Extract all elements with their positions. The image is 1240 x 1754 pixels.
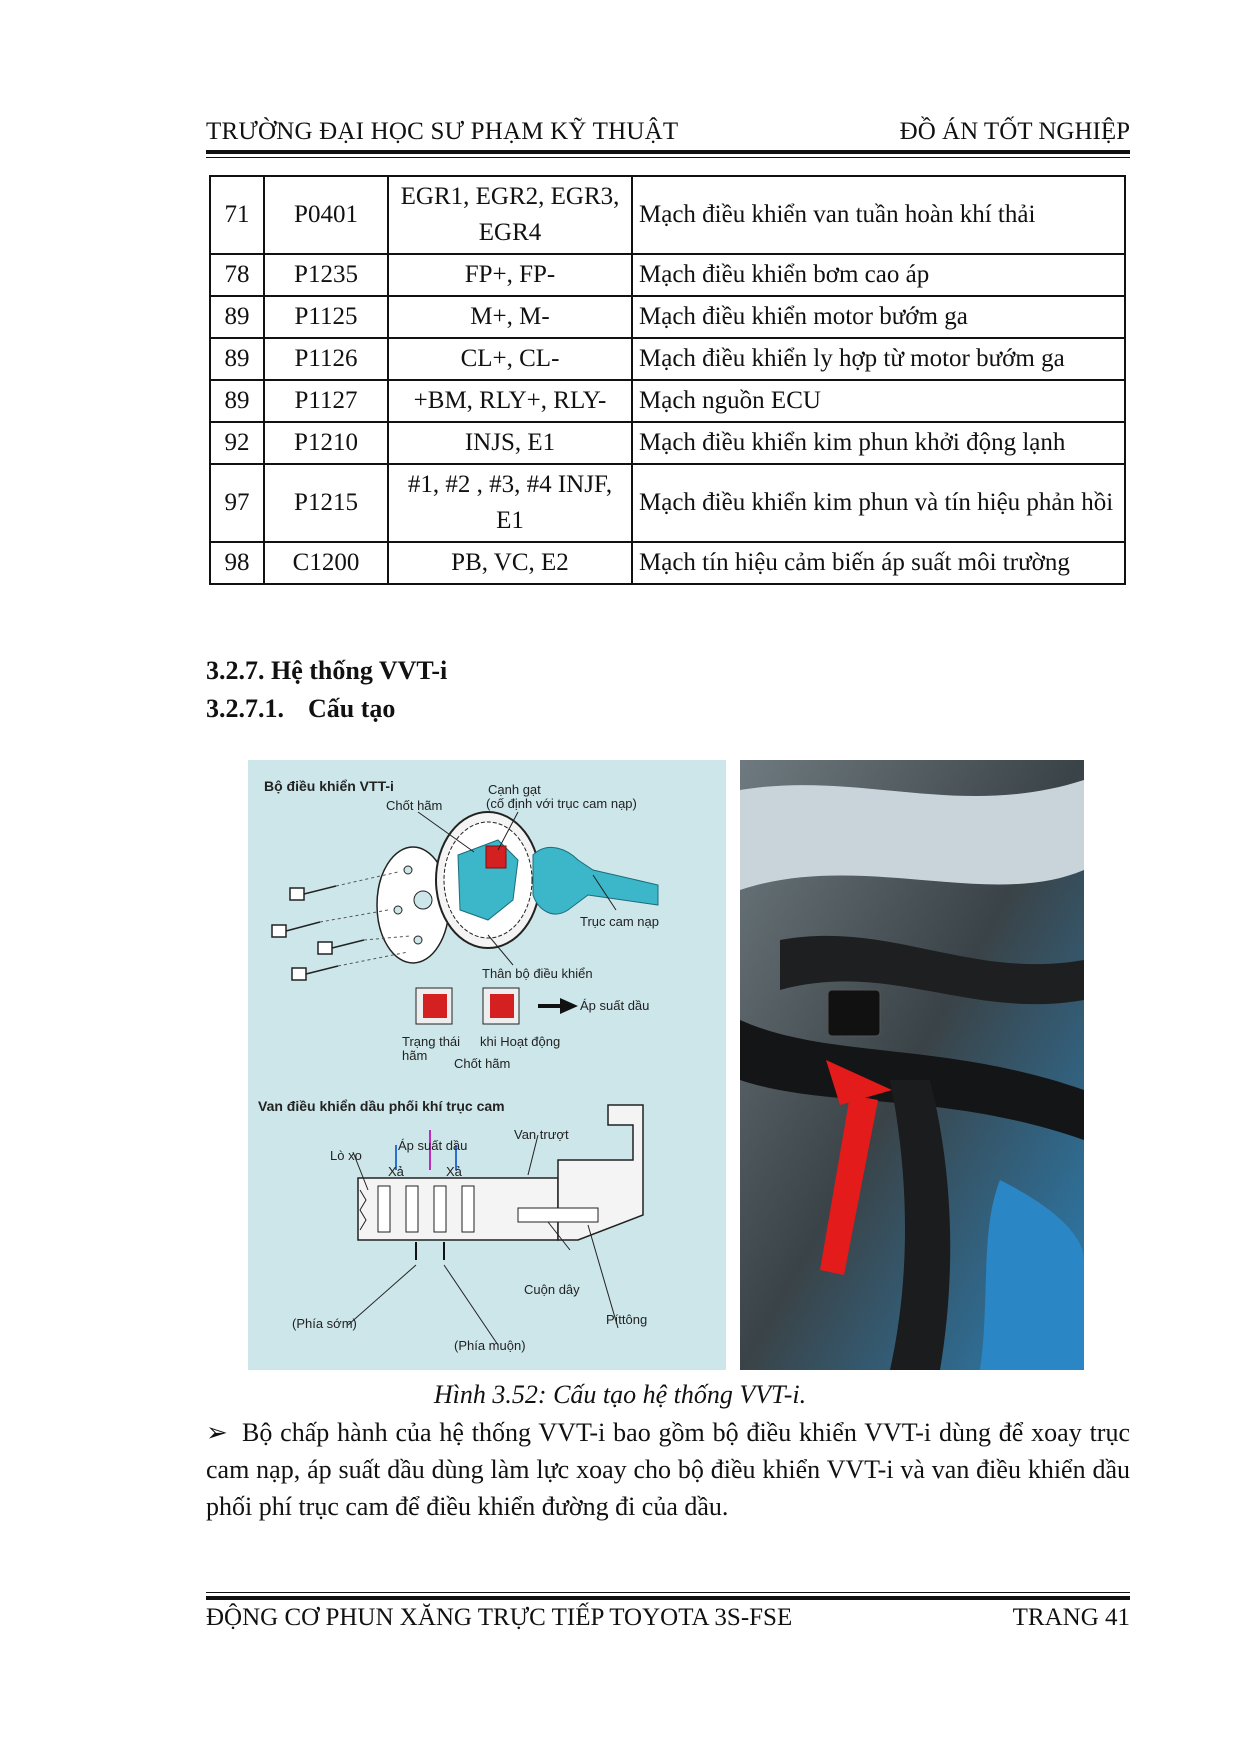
cell-number: 89 (210, 296, 264, 338)
cell-number: 92 (210, 422, 264, 464)
cell-description: Mạch điều khiển van tuần hoàn khí thải (632, 176, 1125, 254)
label-lock-pin-2: Chốt hãm (454, 1056, 511, 1071)
cell-terminals: +BM, RLY+, RLY- (388, 380, 632, 422)
cell-terminals: FP+, FP- (388, 254, 632, 296)
cell-code: P1126 (264, 338, 388, 380)
cell-terminals: #1, #2 , #3, #4 INJF, E1 (388, 464, 632, 542)
footer-title: ĐỘNG CƠ PHUN XĂNG TRỰC TIẾP TOYOTA 3S-FSE (206, 1604, 793, 1631)
table-row (210, 176, 1125, 254)
cell-description: Mạch điều khiển motor bướm ga (632, 296, 1125, 338)
cell-number: 97 (210, 464, 264, 542)
section-heading: 3.2.7. Hệ thống VVT-i (206, 656, 448, 685)
cell-terminals: M+, M- (388, 296, 632, 338)
label-drain-2: Xả (446, 1164, 462, 1179)
header-school: TRƯỜNG ĐẠI HỌC SƯ PHẠM KỸ THUẬT (206, 118, 679, 145)
label-controller-body: Thân bộ điều khiển (482, 966, 593, 981)
label-vane: Cạnh gạt (488, 782, 541, 797)
footer-rule-thin (206, 1592, 1130, 1593)
label-spool-valve: Van trượt (514, 1127, 569, 1142)
cell-code: P1125 (264, 296, 388, 338)
table-row (210, 542, 1125, 584)
label-retard-side: (Phía muộn) (454, 1338, 526, 1353)
engine-photo-art (740, 760, 1084, 1370)
label-locked: hãm (402, 1048, 428, 1063)
cell-description: Mạch điều khiển bơm cao áp (632, 254, 1125, 296)
cell-terminals: EGR1, EGR2, EGR3, EGR4 (388, 176, 632, 254)
cell-description: Mạch điều khiển kim phun và tín hiệu phản hồi (632, 464, 1125, 542)
label-intake-camshaft: Trục cam nạp (580, 914, 659, 929)
cell-terminals: INJS, E1 (388, 422, 632, 464)
error-code-table (209, 175, 1126, 585)
label-controller-title: Bộ điều khiển VTT-i (264, 778, 394, 794)
cell-number: 71 (210, 176, 264, 254)
subsection-title: Cấu tạo (308, 694, 396, 723)
table-row (210, 464, 1125, 542)
cell-number: 78 (210, 254, 264, 296)
label-when-operating: khi Hoạt động (480, 1034, 561, 1049)
cell-number: 89 (210, 380, 264, 422)
subsection-number: 3.2.7.1. (206, 694, 284, 723)
label-vane-note: (cố định với trục cam nạp) (486, 796, 637, 811)
figure-caption: Hình 3.52: Cấu tạo hệ thống VVT-i. (433, 1380, 807, 1409)
engine-photo (740, 760, 1084, 1370)
cell-description: Mạch điều khiển kim phun khởi động lạnh (632, 422, 1125, 464)
cell-terminals: PB, VC, E2 (388, 542, 632, 584)
table-row (210, 338, 1125, 380)
cell-code: P1215 (264, 464, 388, 542)
cell-description: Mạch điều khiển ly hợp từ motor bướm ga (632, 338, 1125, 380)
cell-terminals: CL+, CL- (388, 338, 632, 380)
cell-description: Mạch nguồn ECU (632, 380, 1125, 422)
header-project: ĐỒ ÁN TỐT NGHIỆP (899, 118, 1130, 145)
label-lock-pin: Chốt hãm (386, 798, 443, 813)
cell-number: 98 (210, 542, 264, 584)
header-rule-thick (206, 150, 1130, 154)
vvti-diagram (248, 760, 726, 1370)
cell-code: P1235 (264, 254, 388, 296)
table-row (210, 296, 1125, 338)
arrow-bullet-icon: ➢ (206, 1418, 228, 1447)
label-oil-pressure-2: Áp suất dầu (398, 1138, 468, 1153)
label-coil: Cuộn dây (524, 1282, 580, 1297)
label-piston: Píttông (606, 1312, 648, 1327)
cell-code: C1200 (264, 542, 388, 584)
label-drain-1: Xả (388, 1164, 404, 1179)
footer-rule-thick (206, 1596, 1130, 1600)
cell-number: 89 (210, 338, 264, 380)
table-row (210, 254, 1125, 296)
header-rule-thin (206, 157, 1130, 158)
subsection-heading (206, 694, 395, 724)
footer-page-number: TRANG 41 (1012, 1604, 1130, 1631)
cell-description: Mạch tín hiệu cảm biến áp suất môi trường (632, 542, 1125, 584)
table-row (210, 380, 1125, 422)
cell-code: P1127 (264, 380, 388, 422)
cell-code: P1210 (264, 422, 388, 464)
body-paragraph (206, 1414, 1130, 1525)
label-ocv-title: Van điều khiển dầu phối khí trục cam (258, 1098, 505, 1114)
cell-code: P0401 (264, 176, 388, 254)
label-advance-side: (Phía sớm) (292, 1316, 357, 1331)
table-row (210, 422, 1125, 464)
label-oil-pressure-1: Áp suất dầu (580, 998, 650, 1013)
paragraph-text: Bộ chấp hành của hệ thống VVT-i bao gồm bộ điều khiển VVT-i dùng để xoay trục cam nạp, áp suất dầu dùng làm lực xoay cho bộ điều khiển VVT-i và van điều khiển dầu phối phí trục cam để điều khiển đường đi của dầu. (206, 1418, 1130, 1521)
label-locked-state: Trạng thái (402, 1034, 461, 1049)
label-spring: Lò xo (330, 1148, 362, 1163)
